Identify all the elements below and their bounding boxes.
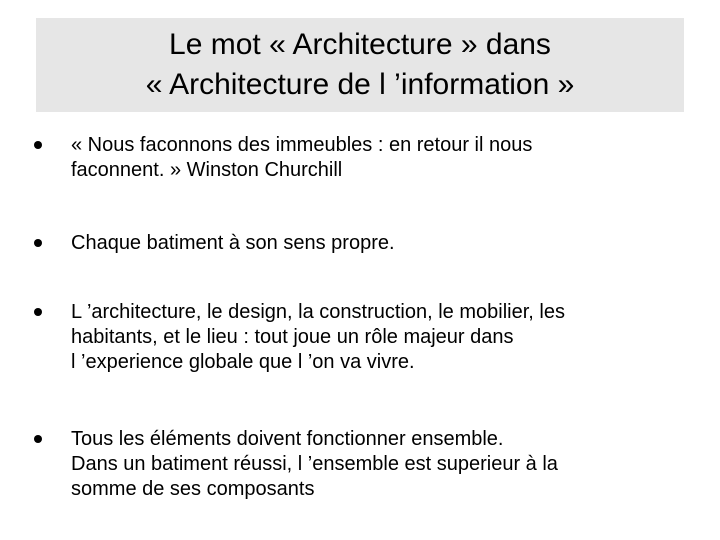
bullet-line: faconnent. » Winston Churchill — [71, 159, 343, 181]
bullet-marker — [34, 239, 42, 247]
bullet-line: l ’experience globale que l ’on va vivre. — [71, 351, 415, 373]
bullet-text — [71, 133, 681, 183]
bullet-line: habitants, et le lieu : tout joue un rôle majeur dans — [71, 326, 514, 348]
bullet-line: L ’architecture, le design, la construction, le mobilier, les — [71, 301, 565, 323]
bullet-text — [71, 427, 681, 502]
bullet-line: Dans un batiment réussi, l ’ensemble est superieur à la — [71, 453, 558, 475]
title-line-1: Le mot « Architecture » dans — [169, 28, 551, 61]
bullet-line: « Nous faconnons des immeubles : en retour il nous — [71, 134, 533, 156]
bullet-line: somme de ses composants — [71, 478, 315, 500]
bullet-marker — [34, 141, 42, 149]
bullet-line: Tous les éléments doivent fonctionner ensemble. — [71, 428, 504, 450]
bullet-marker — [34, 308, 42, 316]
title-line-2: « Architecture de l ’information » — [145, 68, 575, 101]
bullet-text — [71, 231, 681, 256]
bullet-text — [71, 300, 681, 375]
bullet-marker — [34, 435, 42, 443]
bullet-line: Chaque batiment à son sens propre. — [71, 232, 395, 254]
